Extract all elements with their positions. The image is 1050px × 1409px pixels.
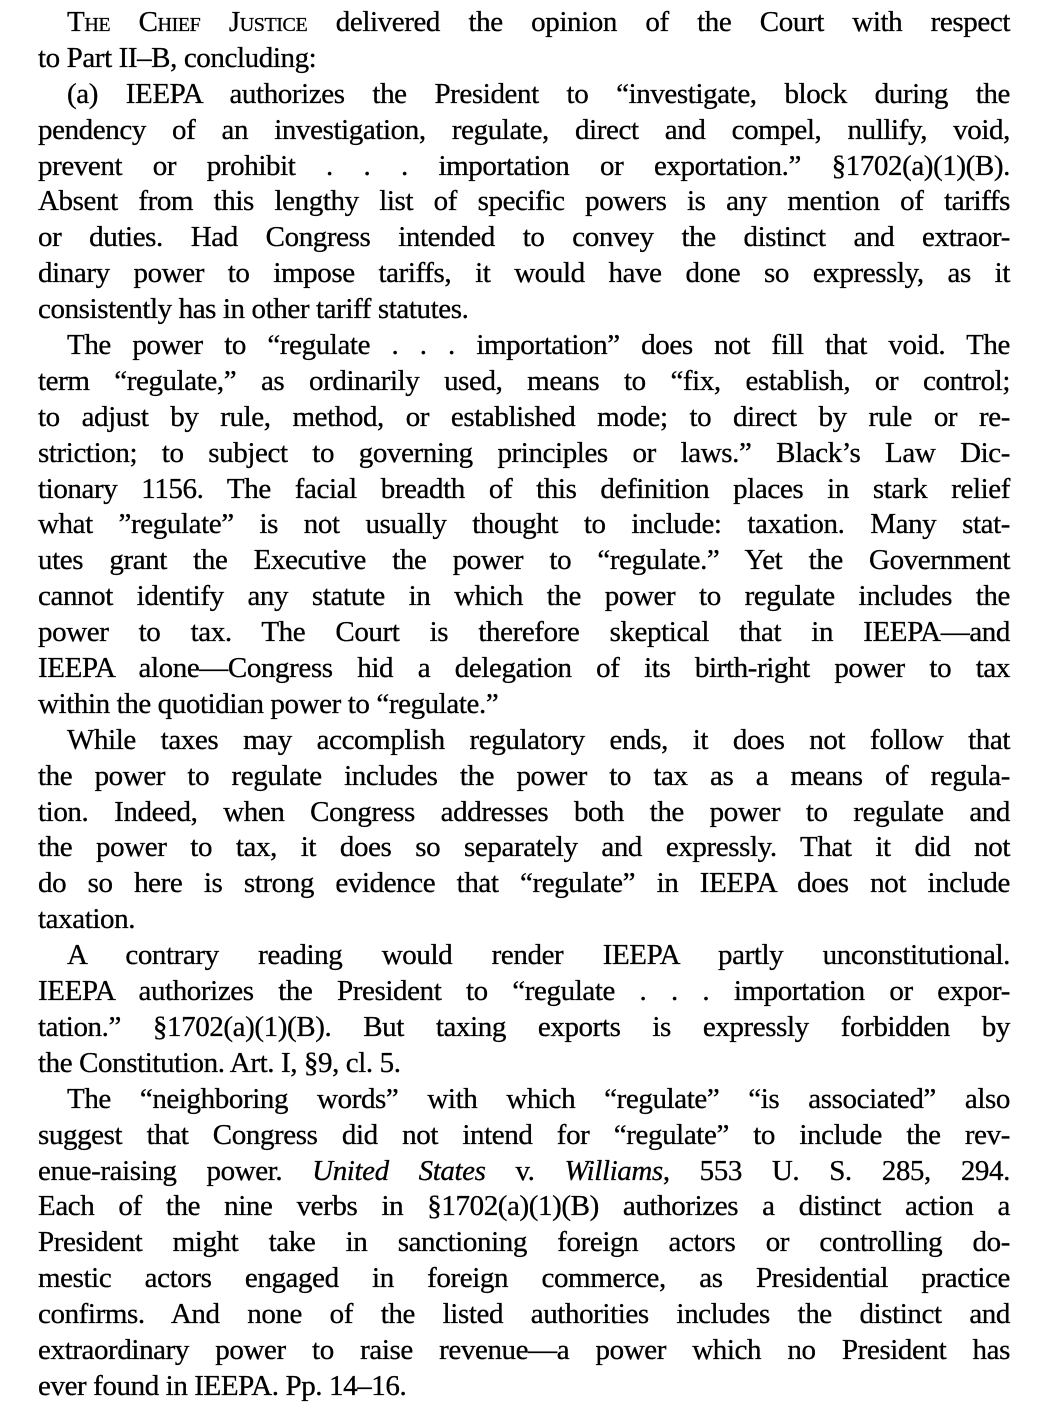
paragraph bbox=[38, 1082, 1010, 1405]
text-segment: tionary 1156. The facial breadth of this definition places in stark relief bbox=[38, 472, 1010, 505]
text-segment: term “regulate,” as ordinarily used, means to “fix, establish, or control; bbox=[38, 364, 1010, 397]
text-line bbox=[38, 436, 1010, 472]
text-segment: consistently has in other tariff statutes. bbox=[38, 293, 469, 326]
text-line bbox=[38, 1118, 1010, 1154]
text-segment: taxation. bbox=[38, 903, 136, 936]
text-line bbox=[38, 651, 1010, 687]
text-segment: cannot identify any statute in which the power to regulate includes the bbox=[38, 580, 1010, 613]
paragraph bbox=[38, 938, 1010, 1082]
text-segment: tation.” §1702(a)(1)(B). But taxing exports is expressly forbidden by bbox=[38, 1010, 1010, 1043]
text-segment: enue-raising power. bbox=[38, 1154, 313, 1187]
text-segment: IEEPA alone—Congress hid a delegation of its birth-right power to tax bbox=[38, 652, 1010, 685]
paragraph bbox=[38, 5, 1010, 77]
text-line bbox=[38, 902, 1010, 938]
text-line bbox=[38, 292, 1010, 328]
text-line bbox=[38, 41, 1010, 77]
text-line bbox=[38, 759, 1010, 795]
text-segment: do so here is strong evidence that “regulate” in IEEPA does not include bbox=[38, 867, 1010, 900]
text-segment: suggest that Congress did not intend for “regulate” to include the rev- bbox=[38, 1118, 1010, 1151]
text-line bbox=[38, 615, 1010, 651]
case-name-italic: Williams bbox=[564, 1154, 663, 1187]
text-segment: the power to tax, it does so separately and expressly. That it did not bbox=[38, 831, 1010, 864]
text-segment: mestic actors engaged in foreign commerce, as Presidential practice bbox=[38, 1262, 1010, 1295]
paragraph bbox=[38, 328, 1010, 723]
text-line bbox=[38, 1297, 1010, 1333]
chief-justice-smallcaps: The Chief Justice bbox=[67, 6, 308, 38]
text-line bbox=[38, 256, 1010, 292]
text-line bbox=[38, 1154, 1010, 1190]
text-segment: While taxes may accomplish regulatory ends, it does not follow that bbox=[67, 723, 1010, 756]
text-segment: (a) IEEPA authorizes the President to “investigate, block during the bbox=[67, 77, 1010, 110]
paragraph bbox=[38, 77, 1010, 328]
text-segment: Absent from this lengthy list of specific powers is any mention of tariffs bbox=[38, 185, 1010, 218]
text-segment: prevent or prohibit . . . importation or exportation.” §1702(a)(1)(B). bbox=[38, 149, 1010, 182]
text-line bbox=[38, 938, 1010, 974]
text-line bbox=[38, 1046, 1010, 1082]
text-line bbox=[38, 543, 1010, 579]
text-line bbox=[38, 1225, 1010, 1261]
text-segment: confirms. And none of the listed authorities includes the distinct and bbox=[38, 1298, 1010, 1331]
text-line bbox=[38, 507, 1010, 543]
text-segment: extraordinary power to raise revenue—a power which no President has bbox=[38, 1333, 1010, 1366]
text-line bbox=[38, 974, 1010, 1010]
text-segment: IEEPA authorizes the President to “regulate . . . importation or expor- bbox=[38, 975, 1010, 1008]
text-line bbox=[38, 149, 1010, 185]
text-line bbox=[38, 113, 1010, 149]
text-line bbox=[38, 400, 1010, 436]
text-line bbox=[38, 1261, 1010, 1297]
paragraph bbox=[38, 723, 1010, 938]
text-segment: or duties. Had Congress intended to convey the distinct and extraor- bbox=[38, 221, 1010, 254]
text-segment: power to tax. The Court is therefore skeptical that in IEEPA—and bbox=[38, 616, 1010, 649]
text-segment: pendency of an investigation, regulate, direct and compel, nullify, void, bbox=[38, 113, 1010, 146]
text-segment: the Constitution. Art. I, §9, cl. 5. bbox=[38, 1046, 401, 1079]
text-segment: The “neighboring words” with which “regulate” “is associated” also bbox=[67, 1082, 1010, 1115]
text-line bbox=[38, 220, 1010, 256]
text-segment: what ”regulate” is not usually thought to include: taxation. Many stat- bbox=[38, 508, 1010, 541]
text-line bbox=[38, 579, 1010, 615]
text-line bbox=[38, 1333, 1010, 1369]
text-segment: v. bbox=[485, 1154, 565, 1187]
text-line bbox=[38, 830, 1010, 866]
text-line bbox=[38, 795, 1010, 831]
text-segment: within the quotidian power to “regulate.” bbox=[38, 687, 499, 720]
text-segment: striction; to subject to governing principles or laws.” Black’s Law Dic- bbox=[38, 436, 1010, 469]
text-line bbox=[38, 1082, 1010, 1118]
text-segment: delivered the opinion of the Court with respect bbox=[307, 6, 1010, 38]
text-line bbox=[38, 472, 1010, 508]
text-line bbox=[38, 1010, 1010, 1046]
text-line bbox=[38, 687, 1010, 723]
text-segment: A contrary reading would render IEEPA partly unconstitutional. bbox=[67, 939, 1010, 972]
text-segment: the power to regulate includes the power to tax as a means of regula- bbox=[38, 759, 1010, 792]
text-line bbox=[38, 328, 1010, 364]
text-segment: dinary power to impose tariffs, it would have done so expressly, as it bbox=[38, 257, 1010, 290]
text-segment: tion. Indeed, when Congress addresses both the power to regulate and bbox=[38, 795, 1010, 828]
text-segment: , 553 U. S. 285, 294. bbox=[662, 1154, 1010, 1187]
text-segment: to Part II–B, concluding: bbox=[38, 41, 317, 74]
text-line bbox=[38, 1369, 1010, 1405]
text-line bbox=[38, 723, 1010, 759]
text-segment: Each of the nine verbs in §1702(a)(1)(B) authorizes a distinct action a bbox=[38, 1190, 1010, 1223]
text-line bbox=[38, 364, 1010, 400]
text-line bbox=[38, 77, 1010, 113]
text-segment: ever found in IEEPA. Pp. 14–16. bbox=[38, 1369, 407, 1402]
text-segment: to adjust by rule, method, or established mode; to direct by rule or re- bbox=[38, 400, 1010, 433]
case-name-italic: United States bbox=[312, 1154, 486, 1187]
text-line bbox=[38, 866, 1010, 902]
text-line bbox=[38, 5, 1010, 41]
text-segment: President might take in sanctioning foreign actors or controlling do- bbox=[38, 1226, 1010, 1259]
text-segment: The power to “regulate . . . importation” does not fill that void. The bbox=[67, 329, 1010, 362]
text-line bbox=[38, 184, 1010, 220]
text-line bbox=[38, 1189, 1010, 1225]
text-segment: utes grant the Executive the power to “regulate.” Yet the Government bbox=[38, 544, 1010, 577]
